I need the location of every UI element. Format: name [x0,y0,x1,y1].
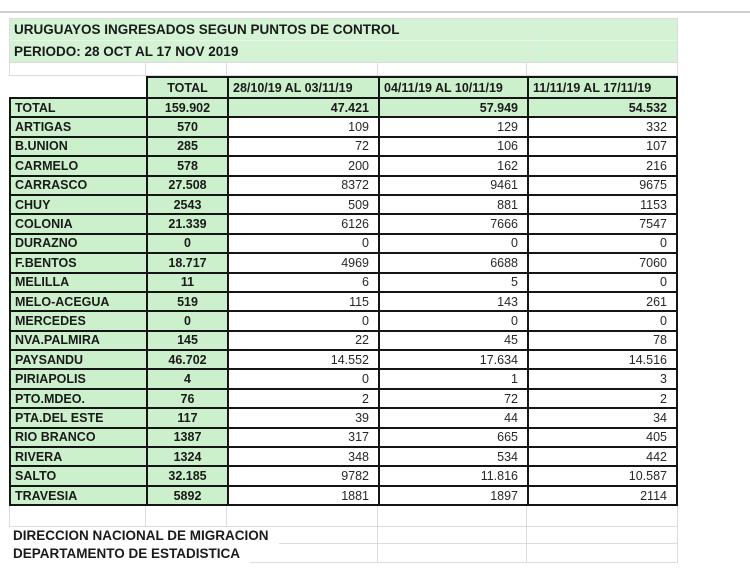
table-row [10,98,677,117]
cell-control-point: B.UNION [10,137,147,156]
cell-total: 27.508 [147,176,228,195]
cell-total: 578 [147,156,228,175]
header-row [10,77,677,98]
cell-total: 4 [147,369,228,388]
cell-week3: 7547 [528,214,677,233]
cell-total: 2543 [147,195,228,214]
cell-control-point: TOTAL [10,98,147,117]
cell-week2: 1 [379,369,528,388]
cell-total: 0 [147,311,228,330]
cell-week2: 11.816 [379,466,528,485]
cell-week3: 0 [528,273,677,292]
cell-total: 18.717 [147,253,228,272]
cell-week1: 6126 [228,214,379,233]
empty-row-below-table [9,506,678,527]
period-label: PERIODO: 28 OCT AL 17 NOV 2019 [10,41,528,62]
cell-total: 32.185 [147,466,228,485]
cell-control-point: MELO-ACEGUA [10,292,147,311]
period-row [10,40,677,62]
cell-week1: 6 [228,273,379,292]
cell-total: 1324 [147,447,228,466]
cell-week1: 47.421 [228,98,379,117]
period-side-cell [528,41,677,62]
header-blank-cell [10,77,147,98]
table-row [10,428,677,447]
cell-control-point: NVA.PALMIRA [10,331,147,350]
cell-week2: 5 [379,273,528,292]
cell-week3: 3 [528,369,677,388]
cell-week2: 534 [379,447,528,466]
cell-control-point: PTA.DEL ESTE [10,408,147,427]
cell-week3: 216 [528,156,677,175]
cell-control-point: ARTIGAS [10,117,147,136]
table-row [10,389,677,408]
cell-week2: 665 [379,428,528,447]
cell-week3: 34 [528,408,677,427]
cell-control-point: PIRIAPOLIS [10,369,147,388]
cell-week1: 317 [228,428,379,447]
cell-control-point: RIVERA [10,447,147,466]
cell-week3: 405 [528,428,677,447]
cell-control-point: CARRASCO [10,176,147,195]
footer-row-2 [9,544,678,563]
cell-control-point: COLONIA [10,214,147,233]
cell-week3: 54.532 [528,98,677,117]
cell-total: 11 [147,273,228,292]
cell-week2: 6688 [379,253,528,272]
cell-total: 5892 [147,486,228,505]
cell-week3: 332 [528,117,677,136]
cell-week1: 9782 [228,466,379,485]
cell-control-point: DURAZNO [10,234,147,253]
table-row [10,156,677,175]
cell-week3: 0 [528,234,677,253]
sheet-top-gridline [0,11,750,13]
cell-control-point: RIO BRANCO [10,428,147,447]
cell-week1: 348 [228,447,379,466]
cell-week1: 39 [228,408,379,427]
cell-week2: 44 [379,408,528,427]
cell-total: 519 [147,292,228,311]
cell-week2: 129 [379,117,528,136]
cell-week3: 2114 [528,486,677,505]
title-row [10,19,677,40]
cell-week2: 106 [379,137,528,156]
cell-week2: 9461 [379,176,528,195]
col-header-week1: 28/10/19 AL 03/11/19 [228,77,379,98]
cell-total: 1387 [147,428,228,447]
cell-total: 117 [147,408,228,427]
col-header-week2: 04/11/19 AL 10/11/19 [379,77,528,98]
table-row [10,447,677,466]
table-row [10,466,677,485]
page-title: URUGUAYOS INGRESADOS SEGUN PUNTOS DE CONTROL [10,19,528,40]
cell-control-point: TRAVESIA [10,486,147,505]
cell-week1: 0 [228,311,379,330]
col-header-total: TOTAL [147,77,228,98]
cell-control-point: MELILLA [10,273,147,292]
cell-week1: 72 [228,137,379,156]
cell-control-point: PAYSANDU [10,350,147,369]
cell-control-point: CHUY [10,195,147,214]
cell-week2: 72 [379,389,528,408]
cell-total: 0 [147,234,228,253]
table-row [10,117,677,136]
cell-week1: 2 [228,389,379,408]
table-row [10,311,677,330]
cell-week3: 7060 [528,253,677,272]
cell-week1: 1881 [228,486,379,505]
table-row [10,195,677,214]
cell-total: 570 [147,117,228,136]
cell-control-point: SALTO [10,466,147,485]
cell-control-point: F.BENTOS [10,253,147,272]
cell-week1: 4969 [228,253,379,272]
cell-week1: 109 [228,117,379,136]
cell-week2: 0 [379,234,528,253]
cell-week2: 0 [379,311,528,330]
cell-week2: 57.949 [379,98,528,117]
table-row [10,486,677,505]
org-name-line: DIRECCION NACIONAL DE MIGRACION [9,527,279,544]
cell-week3: 10.587 [528,466,677,485]
title-block [9,18,678,63]
cell-week2: 143 [379,292,528,311]
cell-total: 46.702 [147,350,228,369]
cell-week1: 22 [228,331,379,350]
cell-control-point: PTO.MDEO. [10,389,147,408]
table-row [10,369,677,388]
cell-week3: 1153 [528,195,677,214]
col-header-week3: 11/11/19 AL 17/11/19 [528,77,677,98]
cell-week1: 200 [228,156,379,175]
table-row [10,214,677,233]
cell-week3: 2 [528,389,677,408]
cell-control-point: MERCEDES [10,311,147,330]
table-row [10,253,677,272]
cell-week3: 107 [528,137,677,156]
table-row [10,292,677,311]
table-row [10,137,677,156]
table-row [10,408,677,427]
table-row [10,176,677,195]
cell-week2: 162 [379,156,528,175]
cell-week1: 14.552 [228,350,379,369]
cell-week3: 261 [528,292,677,311]
cell-week1: 115 [228,292,379,311]
dept-line: DEPARTAMENTO DE ESTADISTICA [9,544,250,563]
table-row [10,350,677,369]
cell-total: 159.902 [147,98,228,117]
cell-week3: 0 [528,311,677,330]
cell-total: 76 [147,389,228,408]
cell-week2: 881 [379,195,528,214]
cell-week3: 78 [528,331,677,350]
cell-week3: 14.516 [528,350,677,369]
empty-row [9,63,678,76]
table-row [10,234,677,253]
cell-total: 285 [147,137,228,156]
spreadsheet-area [9,18,678,563]
footer-row-1 [9,527,678,544]
cell-week1: 0 [228,234,379,253]
cell-week1: 509 [228,195,379,214]
cell-week1: 8372 [228,176,379,195]
cell-week2: 1897 [379,486,528,505]
data-table [9,76,678,506]
title-side-cell [528,19,677,40]
cell-total: 21.339 [147,214,228,233]
cell-week3: 442 [528,447,677,466]
cell-week3: 9675 [528,176,677,195]
cell-week2: 7666 [379,214,528,233]
cell-control-point: CARMELO [10,156,147,175]
cell-total: 145 [147,331,228,350]
cell-week1: 0 [228,369,379,388]
table-row [10,331,677,350]
table-row [10,273,677,292]
cell-week2: 17.634 [379,350,528,369]
cell-week2: 45 [379,331,528,350]
